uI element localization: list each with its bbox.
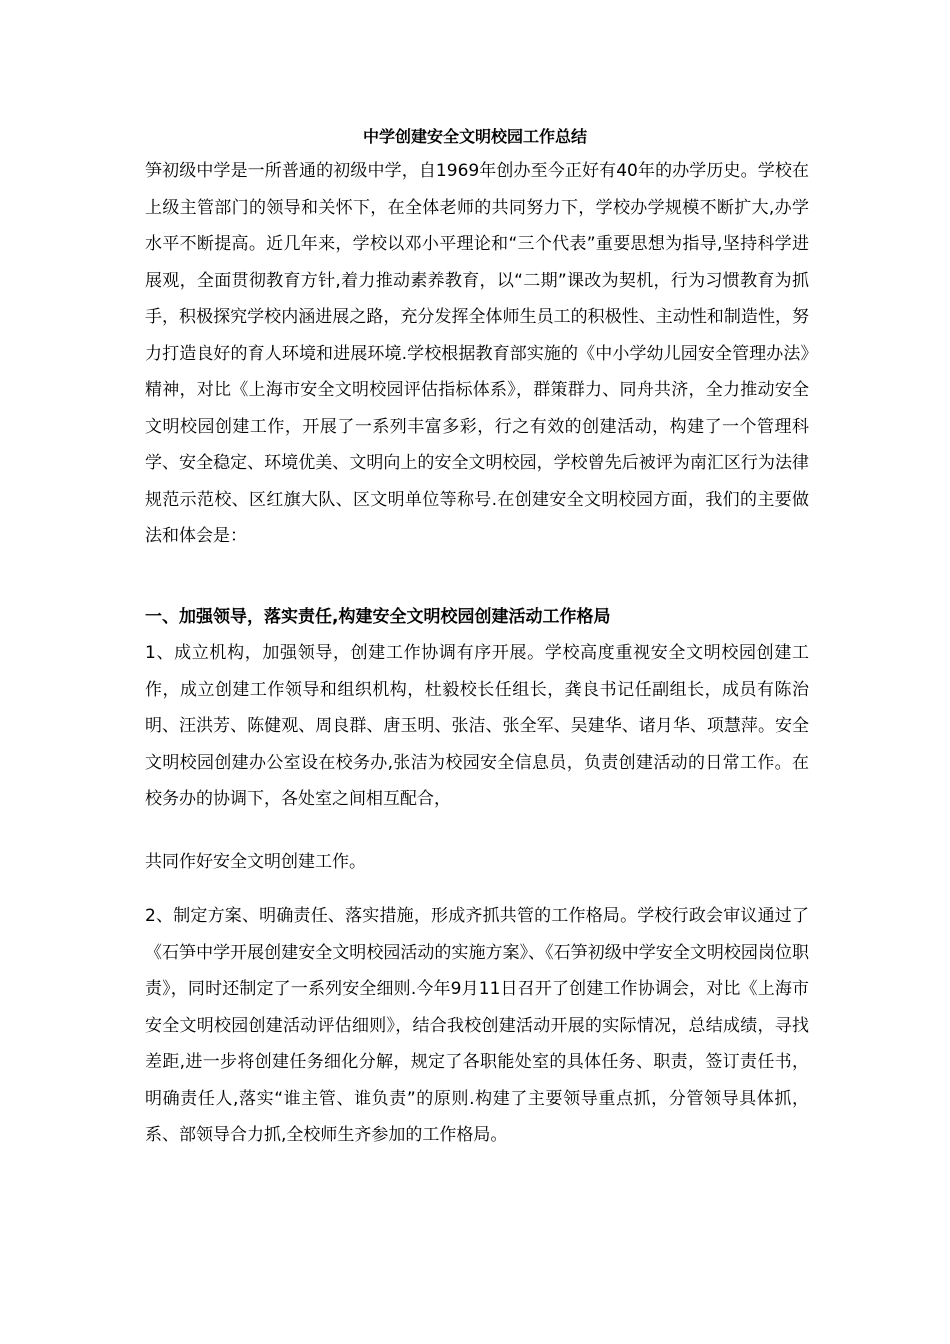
item-2-paragraph: 2、制定方案、明确责任、落实措施，形成齐抓共管的工作格局。学校行政会审议通过了《石笋中学开展创建安全文明校园活动的实施方案》、《石笋初级中学安全文明校园岗位职责》，同时还制定了一系列安全细则.今年9月11日召开了创建工作协调会，对比《上海市安全文明校园创建活动评估细则》，结合我校创建活动开展的实际情况，总结成绩，寻找差距,进一步将创建任务细化分解，规定了各职能处室的具体任务、职责，签订责任书，明确责任人,落实“谁主管、谁负责”的原则.构建了主要领导重点抓，分管领导具体抓，系、部领导合力抓,全校师生齐参加的工作格局。 xyxy=(145,906,809,1145)
section-1-heading: 一、加强领导，落实责任,构建安全文明校园创建活动工作格局 xyxy=(145,607,611,627)
item-1-continuation: 共同作好安全文明创建工作。 xyxy=(145,852,366,872)
intro-paragraph: 笋初级中学是一所普通的初级中学，自1969年创办至今正好有40年的办学历史。学校在上级主管部门的领导和关怀下，在全体老师的共同努力下，学校办学规模不断扩大,办学水平不断提高。近几年来，学校以邓小平理论和“三个代表”重要思想为指导,坚持科学进展观，全面贯彻教育方针,着力推动素养教育，以“二期”课改为契机，行为习惯教育为抓手，积极探究学校内涵进展之路，充分发挥全体师生员工的积极性、主动性和制造性，努力打造良好的育人环境和进展环境.学校根据教育部实施的《中小学幼儿园安全管理办法》精神，对比《上海市安全文明校园评估指标体系》，群策群力、同舟共济，全力推动安全文明校园创建工作，开展了一系列丰富多彩，行之有效的创建活动，构建了一个管理科学、安全稳定、环境优美、文明向上的安全文明校园，学校曾先后被评为南汇区行为法律规范示范校、区红旗大队、区文明单位等称号.在创建安全文明校园方面，我们的主要做法和体会是： xyxy=(145,161,809,546)
item-1-paragraph: 1、成立机构，加强领导，创建工作协调有序开展。学校高度重视安全文明校园创建工作，成立创建工作领导和组织机构，杜毅校长任组长，龚良书记任副组长，成员有陈治明、汪洪芳、陈健观、周良群、唐玉明、张洁、张全军、吴建华、诸月华、项慧萍。安全文明校园创建办公室设在校务办,张洁为校园安全信息员，负责创建活动的日常工作。在校务办的协调下，各处室之间相互配合， xyxy=(145,643,809,809)
document-title: 中学创建安全文明校园工作总结 xyxy=(362,127,587,146)
